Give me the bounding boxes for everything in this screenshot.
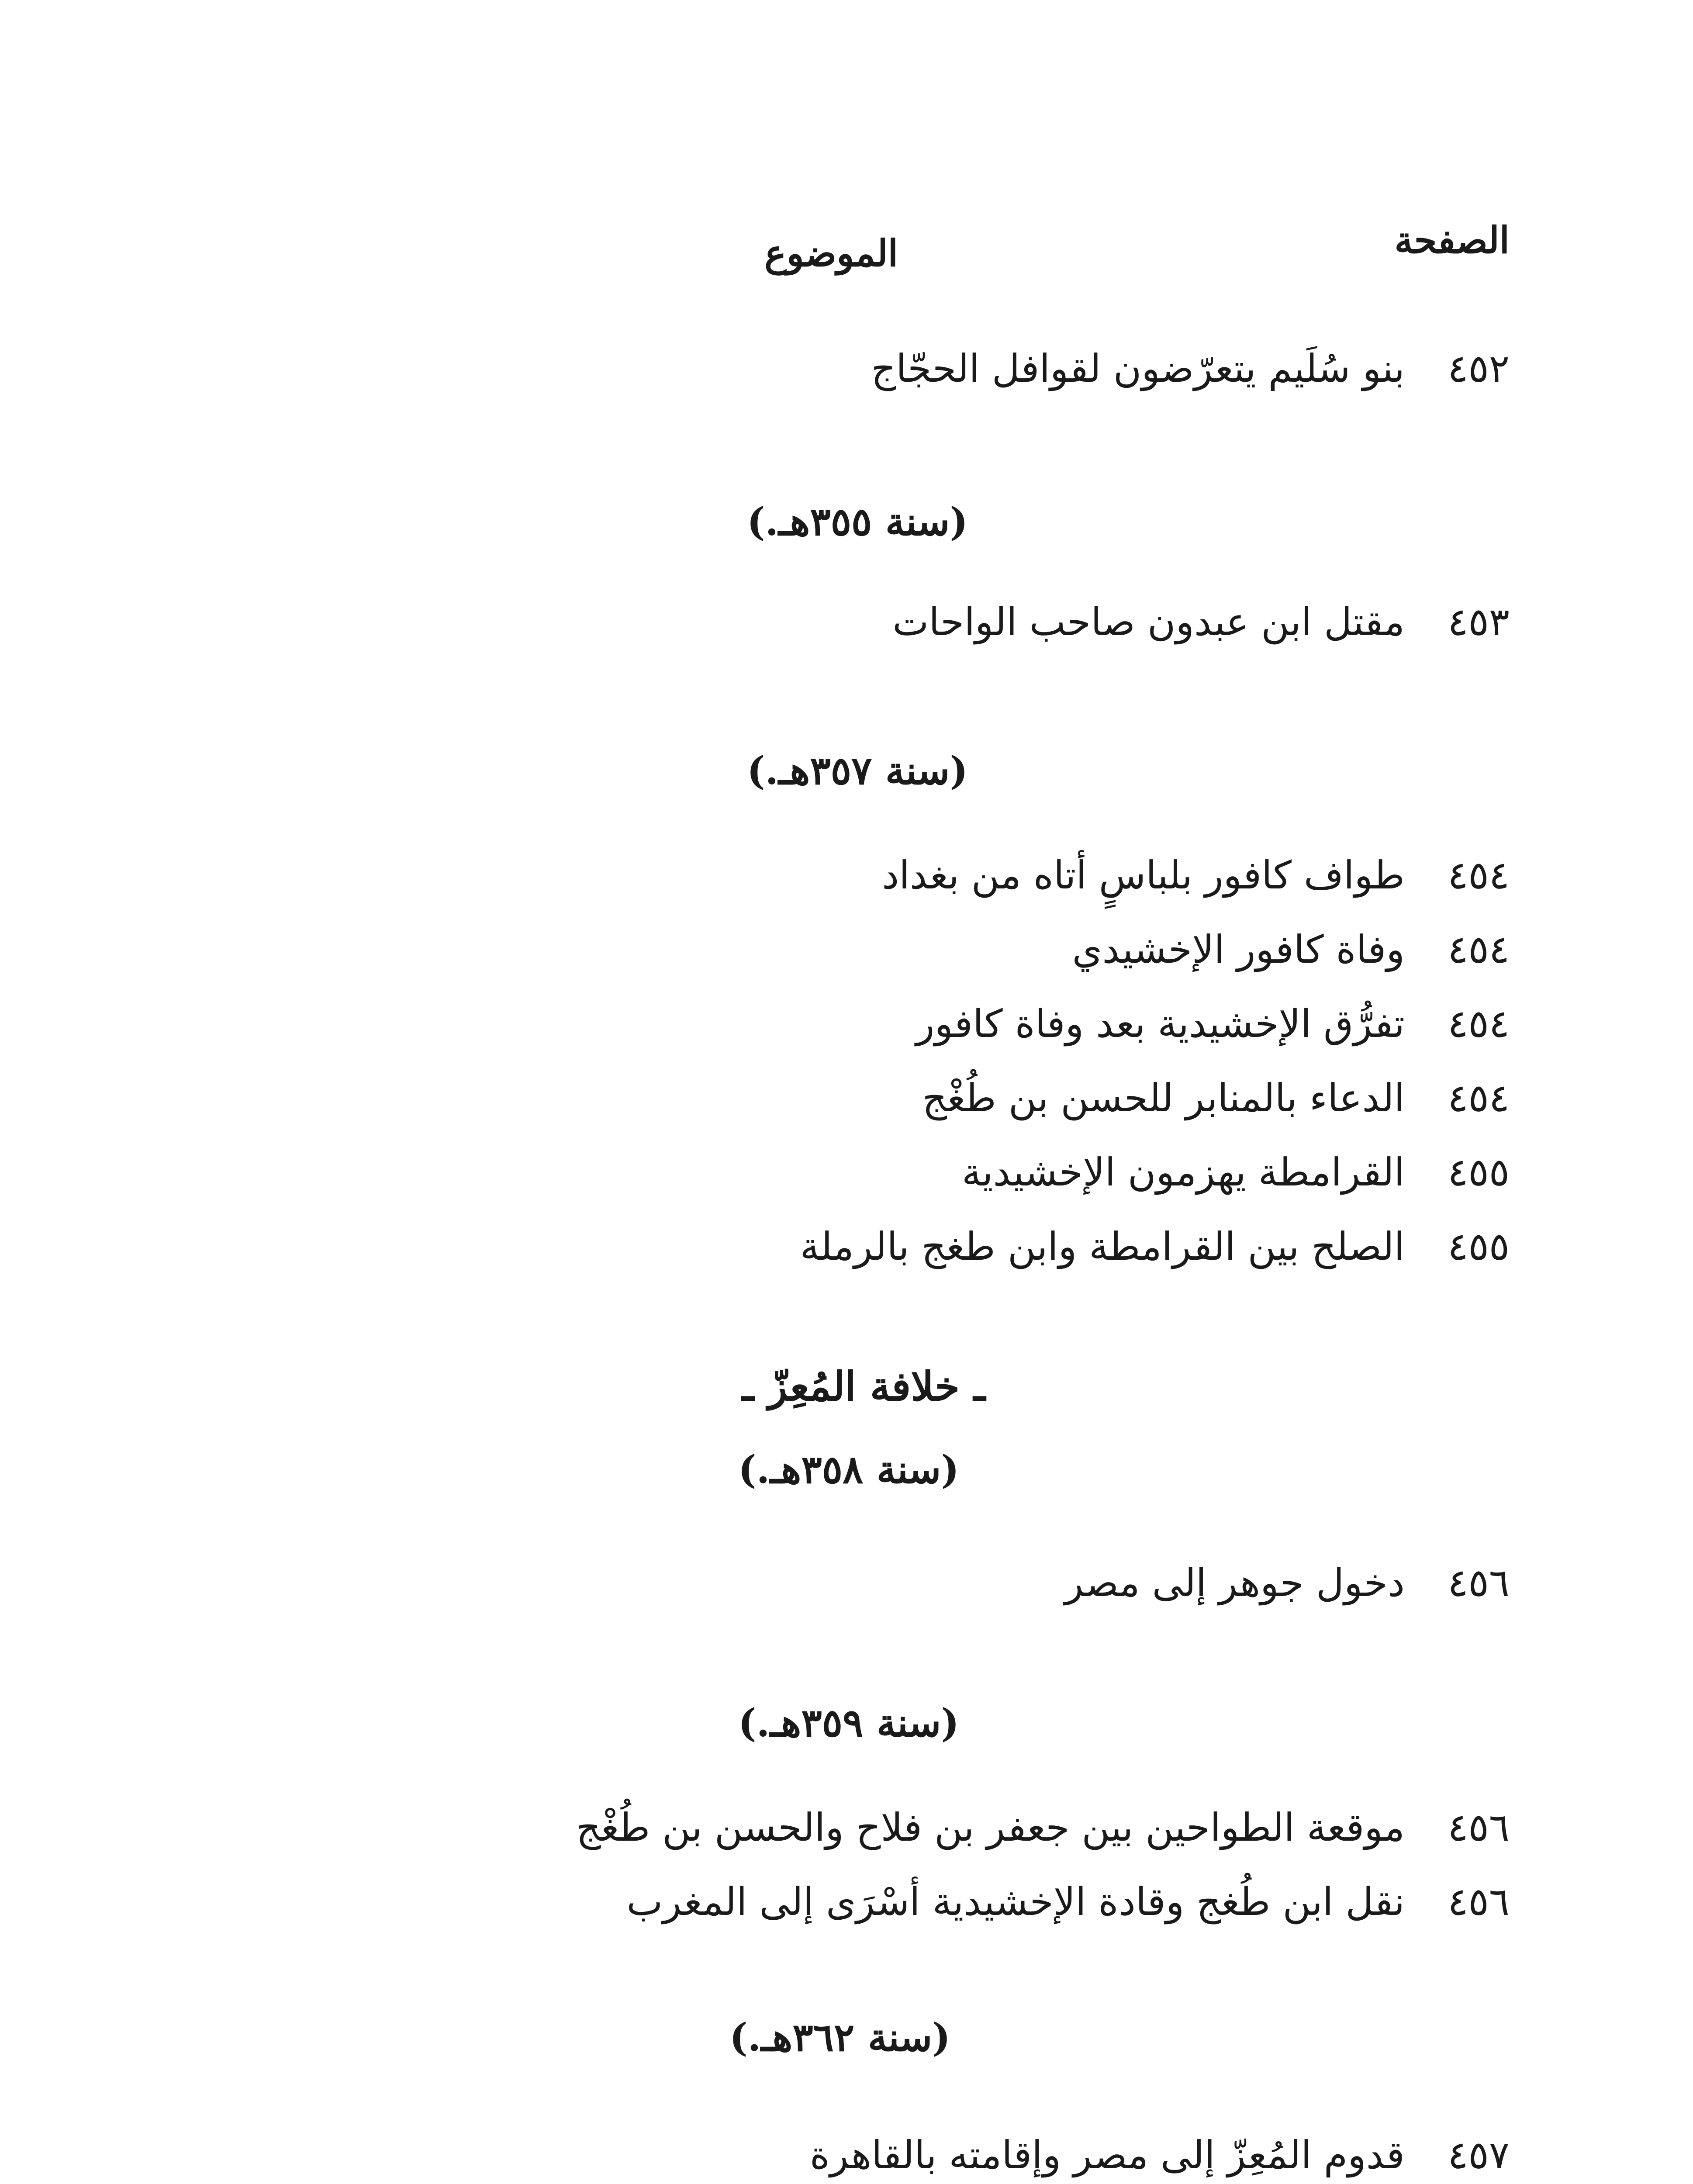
caliphate-heading: ـ خلافة المُعِزّ ـ bbox=[742, 1363, 985, 1410]
toc-entry bbox=[916, 1001, 1510, 1046]
toc-entry bbox=[961, 1150, 1510, 1195]
toc-entry bbox=[576, 1805, 1510, 1850]
entry-title: نقل ابن طُغج وقادة الإخشيدية أسْرَى إلى المغرب bbox=[626, 1879, 1405, 1924]
topic-column-header: الموضوع bbox=[764, 232, 898, 275]
entry-page-number: ٤٥٦ bbox=[1448, 1879, 1510, 1924]
toc-entry bbox=[626, 1879, 1510, 1924]
entry-page-number: ٤٥٧ bbox=[1448, 2132, 1510, 2177]
year-heading: (سنة ٣٥٩هـ.) bbox=[738, 1700, 959, 1745]
entry-title: القرامطة يهزمون الإخشيدية bbox=[961, 1150, 1405, 1195]
year-heading: (سنة ٣٥٧هـ.) bbox=[746, 748, 968, 793]
entry-title: الصلح بين القرامطة وابن طغج بالرملة bbox=[800, 1224, 1405, 1269]
entry-page-number: ٤٥٤ bbox=[1448, 927, 1510, 972]
entry-title: الدعاء بالمنابر للحسن بن طُغْج bbox=[922, 1075, 1405, 1120]
entry-title: بنو سُلَيم يتعرّضون لقوافل الحجّاج bbox=[871, 346, 1405, 391]
entry-title: موقعة الطواحين بين جعفر بن فلاح والحسن بن طُغْج bbox=[576, 1805, 1405, 1850]
entry-title: دخول جوهر إلى مصر bbox=[1064, 1560, 1405, 1605]
entry-page-number: ٤٥٤ bbox=[1448, 853, 1510, 898]
entry-page-number: ٤٥٤ bbox=[1448, 1001, 1510, 1046]
toc-entry bbox=[922, 1075, 1510, 1120]
toc-entry bbox=[1064, 1560, 1510, 1605]
entry-page-number: ٤٥٥ bbox=[1448, 1224, 1510, 1269]
entry-title: وفاة كافور الإخشيدي bbox=[1072, 927, 1405, 972]
toc-entry bbox=[809, 2132, 1510, 2177]
entry-page-number: ٤٥٦ bbox=[1448, 1805, 1510, 1850]
toc-entry bbox=[871, 346, 1510, 391]
year-heading: (سنة ٣٦٢هـ.) bbox=[729, 2015, 950, 2060]
entry-title: تفرُّق الإخشيدية بعد وفاة كافور bbox=[916, 1001, 1405, 1046]
page-column-header: الصفحة bbox=[1394, 218, 1510, 262]
toc-entry bbox=[882, 853, 1510, 898]
year-heading: (سنة ٣٥٨هـ.) bbox=[738, 1447, 959, 1492]
entry-page-number: ٤٥٦ bbox=[1448, 1560, 1510, 1605]
entry-title: مقتل ابن عبدون صاحب الواحات bbox=[892, 599, 1405, 644]
entry-page-number: ٤٥٤ bbox=[1448, 1075, 1510, 1120]
entry-page-number: ٤٥٥ bbox=[1448, 1150, 1510, 1195]
toc-entry bbox=[800, 1224, 1510, 1269]
entry-page-number: ٤٥٢ bbox=[1448, 346, 1510, 391]
entry-title: قدوم المُعِزّ إلى مصر وإقامته بالقاهرة bbox=[809, 2132, 1405, 2177]
entry-title: طواف كافور بلباسٍ أتاه من بغداد bbox=[882, 853, 1405, 898]
year-heading: (سنة ٣٥٥هـ.) bbox=[746, 499, 968, 544]
entry-page-number: ٤٥٣ bbox=[1448, 599, 1510, 644]
toc-entry bbox=[892, 599, 1510, 644]
toc-entry bbox=[1072, 927, 1510, 972]
